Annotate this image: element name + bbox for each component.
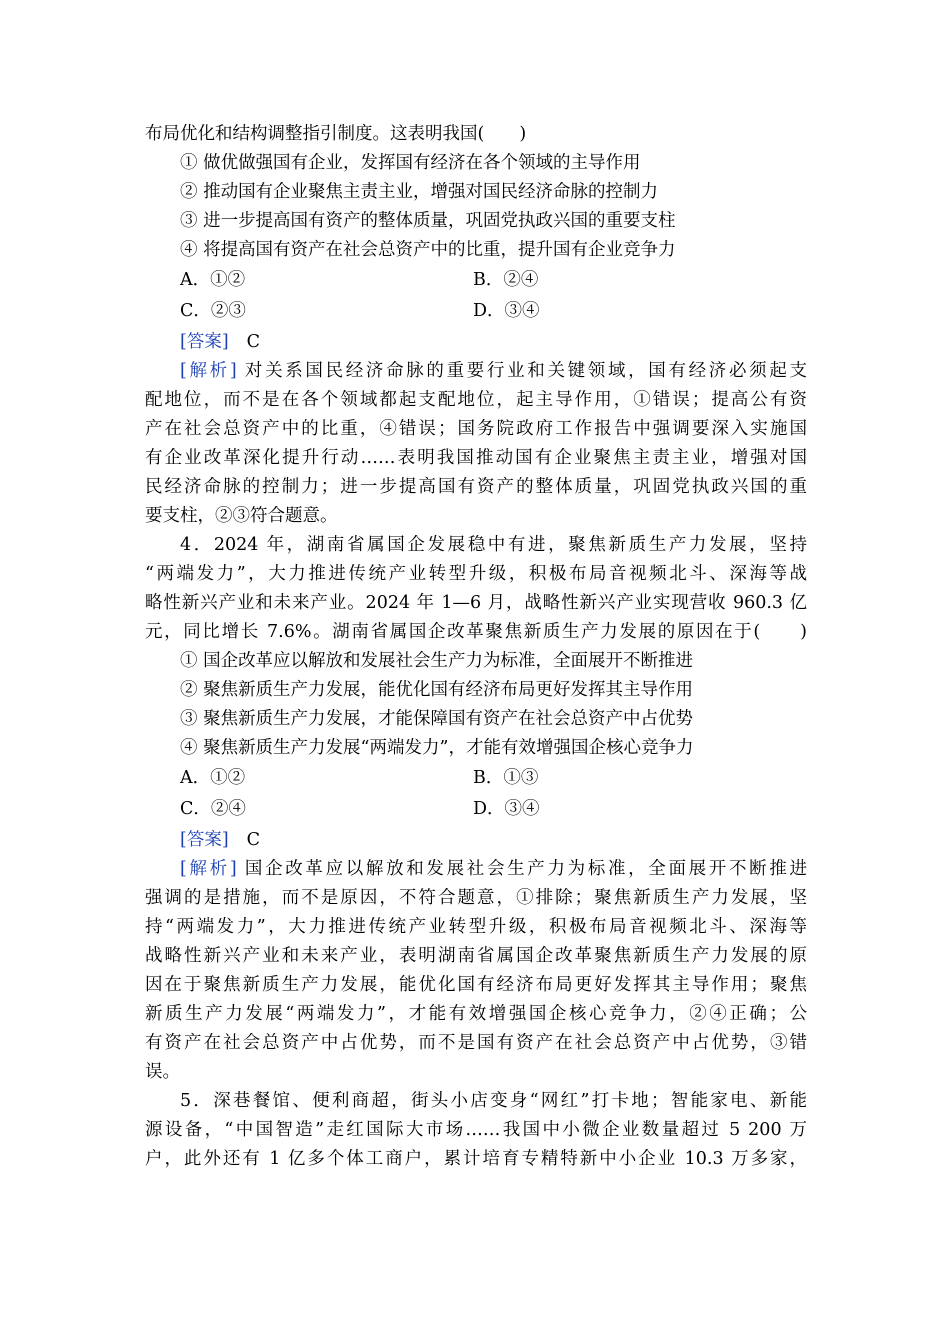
q4-option-b: B．①③	[473, 768, 539, 788]
q4-option-d: D．③④	[473, 799, 540, 819]
q3-analysis	[145, 357, 807, 531]
q3-analysis-line-6: 要支柱，②③符合题意。	[145, 506, 338, 526]
q4-options-row-1	[145, 764, 807, 793]
q4-stem	[145, 531, 807, 647]
q4-stem-line-1: 4．2024 年，湖南省属国企发展稳中有进，聚焦新质生产力发展，坚持	[180, 535, 807, 555]
q5-stem-line-1: 5．深巷餐馆、便利商超，街头小店变身“网红”打卡地；智能家电、新能	[180, 1091, 807, 1111]
q4-analysis-line-8: 误。	[145, 1062, 180, 1082]
q3-options-row-1	[145, 266, 807, 295]
q4-answer-tag: [答案]	[180, 830, 229, 850]
q3-analysis-line-3: 产在社会总资产中的比重，④错误；国务院政府工作报告中强调要深入实施国	[145, 419, 807, 439]
q3-stem-tail: 布局优化和结构调整指引制度。这表明我国( )	[145, 124, 527, 144]
q3-option-a: A．①②	[180, 270, 246, 290]
q4-analysis-line-3: 持“两端发力”，大力推进传统产业转型升级，积极布局音视频北斗、深海等	[145, 917, 807, 937]
q3-answer	[145, 328, 807, 357]
q4-analysis-line-4: 战略性新兴产业和未来产业，表明湖南省属国企改革聚焦新质生产力发展的原	[145, 946, 807, 966]
q3-analysis-tag: [解析]	[180, 361, 237, 381]
q3-statement-4: ④ 将提高国有资产在社会总资产中的比重，提升国有企业竞争力	[180, 240, 676, 260]
q4-analysis-tag: [解析]	[180, 859, 237, 879]
q5-stem-line-2: 源设备，“中国智造”走红国际大市场……我国中小微企业数量超过 5 200 万	[145, 1120, 807, 1140]
document-page	[145, 120, 807, 1174]
q3-analysis-text-1: 对关系国民经济命脉的重要行业和关键领域，国有经济必须起支	[244, 361, 807, 381]
q4-analysis-line-5: 因在于聚焦新质生产力发展，能优化国有经济布局更好发挥其主导作用；聚焦	[145, 975, 807, 995]
q3-answer-value: C	[246, 332, 261, 352]
q4-stem-line-2: “两端发力”，大力推进传统产业转型升级，积极布局音视频北斗、深海等战	[145, 564, 807, 584]
q5-stem-line-3: 户，此外还有 1 亿多个体工商户，累计培育专精特新中小企业 10.3 万多家，	[145, 1149, 807, 1169]
q4-option-a: A．①②	[180, 768, 246, 788]
q4-stem-line-3: 略性新兴产业和未来产业。2024 年 1—6 月，战略性新兴产业实现营收 960.3 亿	[145, 593, 807, 613]
q3-option-c: C．②③	[180, 301, 246, 321]
q3-statement-2: ② 推动国有企业聚焦主责主业，增强对国民经济命脉的控制力	[180, 182, 659, 202]
q4-analysis	[145, 855, 807, 1087]
q4-statement-1: ① 国企改革应以解放和发展社会生产力为标准，全面展开不断推进	[180, 651, 694, 671]
q4-statement-3: ③ 聚焦新质生产力发展，才能保障国有资产在社会总资产中占优势	[180, 709, 694, 729]
q3-statement-1: ① 做优做强国有企业，发挥国有经济在各个领域的主导作用	[180, 153, 641, 173]
q4-answer	[145, 826, 807, 855]
q3-analysis-line-1	[145, 357, 807, 386]
q3-analysis-line-5: 民经济命脉的控制力；进一步提高国有资产的整体质量，巩固党执政兴国的重	[145, 477, 807, 497]
q3-statement-3: ③ 进一步提高国有资产的整体质量，巩固党执政兴国的重要支柱	[180, 211, 676, 231]
q4-answer-value: C	[246, 830, 261, 850]
q5-stem	[145, 1087, 807, 1174]
q4-option-c: C．②④	[180, 799, 246, 819]
q3-options-row-2	[145, 297, 807, 326]
q4-analysis-text-1: 国企改革应以解放和发展社会生产力为标准，全面展开不断推进	[244, 859, 807, 879]
q4-analysis-line-6: 新质生产力发展“两端发力”，才能有效增强国企核心竞争力，②④正确；公	[145, 1004, 807, 1024]
q4-options-row-2	[145, 795, 807, 824]
q3-analysis-line-2: 配地位，而不是在各个领域都起支配地位，起主导作用，①错误；提高公有资	[145, 390, 807, 410]
q4-statement-4: ④ 聚焦新质生产力发展“两端发力”，才能有效增强国企核心竞争力	[180, 738, 694, 758]
q4-analysis-line-7: 有资产在社会总资产中占优势，而不是国有资产在社会总资产中占优势，③错	[145, 1033, 807, 1053]
q3-option-d: D．③④	[473, 301, 540, 321]
q3-option-b: B．②④	[473, 270, 539, 290]
q4-stem-line-4: 元，同比增长 7.6%。湖南省属国企改革聚焦新质生产力发展的原因在于( )	[145, 622, 807, 642]
q3-answer-tag: [答案]	[180, 332, 229, 352]
q4-statement-2: ② 聚焦新质生产力发展，能优化国有经济布局更好发挥其主导作用	[180, 680, 694, 700]
q3-analysis-line-4: 有企业改革深化提升行动……表明我国推动国有企业聚焦主责主业，增强对国	[145, 448, 807, 468]
q4-analysis-line-2: 强调的是措施，而不是原因，不符合题意，①排除；聚焦新质生产力发展，坚	[145, 888, 807, 908]
q4-analysis-line-1	[145, 855, 807, 884]
